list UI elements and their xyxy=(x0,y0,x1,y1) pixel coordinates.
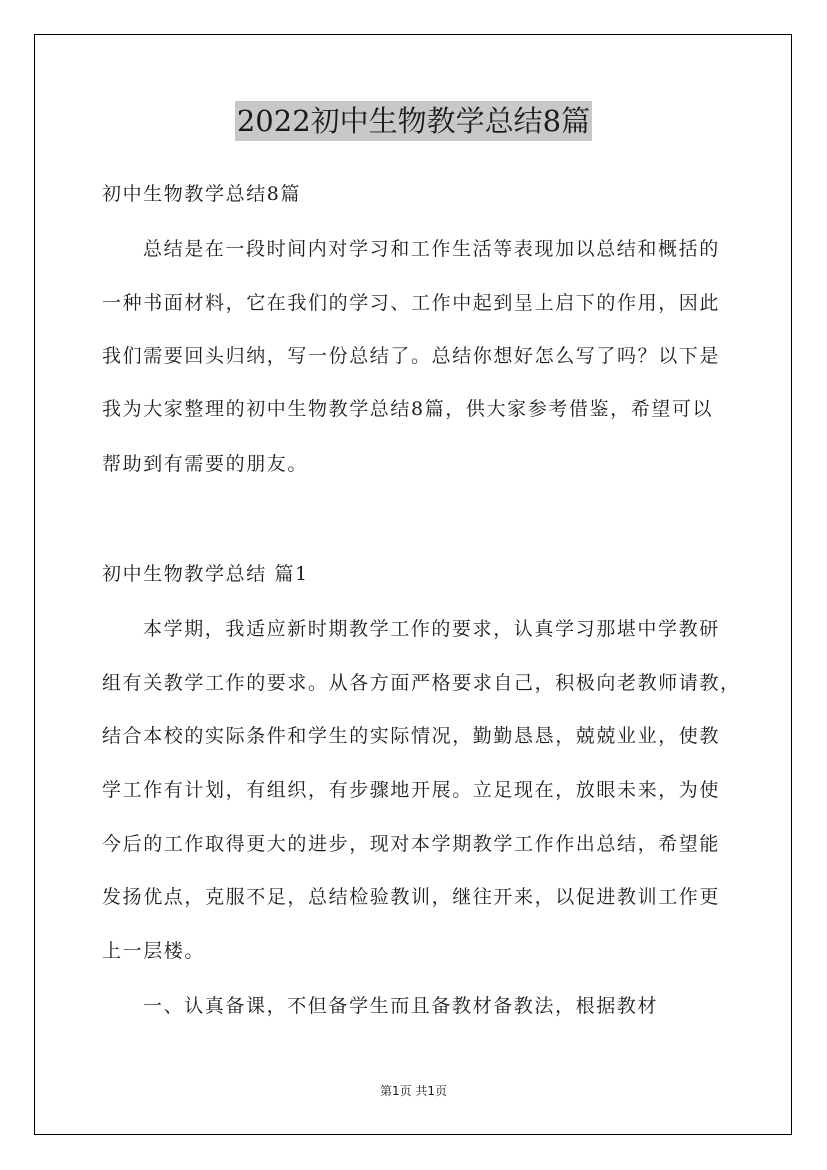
section-line: 结合本校的实际条件和学生的实际情况，勤勤恳恳，兢兢业业，使教 xyxy=(102,725,721,747)
section-line: 学工作有计划，有组织，有步骤地开展。立足现在，放眼未来，为使 xyxy=(102,779,721,801)
intro-line: 帮助到有需要的朋友。 xyxy=(102,453,309,475)
point-line: 一、认真备课，不但备学生而且备教材备教法，根据教材 xyxy=(143,995,659,1017)
intro-line: 一种书面材料，它在我们的学习、工作中起到呈上启下的作用，因此 xyxy=(102,292,721,314)
intro-line: 我为大家整理的初中生物教学总结8篇，供大家参考借鉴，希望可以 xyxy=(102,398,714,420)
section-line: 上一层楼。 xyxy=(102,940,206,962)
section-line: 发扬优点，克服不足，总结检验教训，继往开来，以促进教训工作更 xyxy=(102,886,721,908)
intro-line: 总结是在一段时间内对学习和工作生活等表现加以总结和概括的 xyxy=(143,238,720,260)
section-heading: 初中生物教学总结 篇1 xyxy=(102,563,309,585)
section-line: 组有关教学工作的要求。从各方面严格要求自己，积极向老教师请教， xyxy=(102,672,741,694)
section-line: 本学期，我适应新时期教学工作的要求，认真学习那堪中学教研 xyxy=(143,618,720,640)
section-line: 今后的工作取得更大的进步，现对本学期教学工作作出总结，希望能 xyxy=(102,833,721,855)
title-container xyxy=(0,101,827,141)
document-title: 2022初中生物教学总结8篇 xyxy=(235,101,592,141)
document-subtitle: 初中生物教学总结8篇 xyxy=(102,183,302,205)
page-footer: 第1页 共1页 xyxy=(379,1084,448,1098)
intro-line: 我们需要回头归纳，写一份总结了。总结你想好怎么写了吗？以下是 xyxy=(102,345,721,367)
